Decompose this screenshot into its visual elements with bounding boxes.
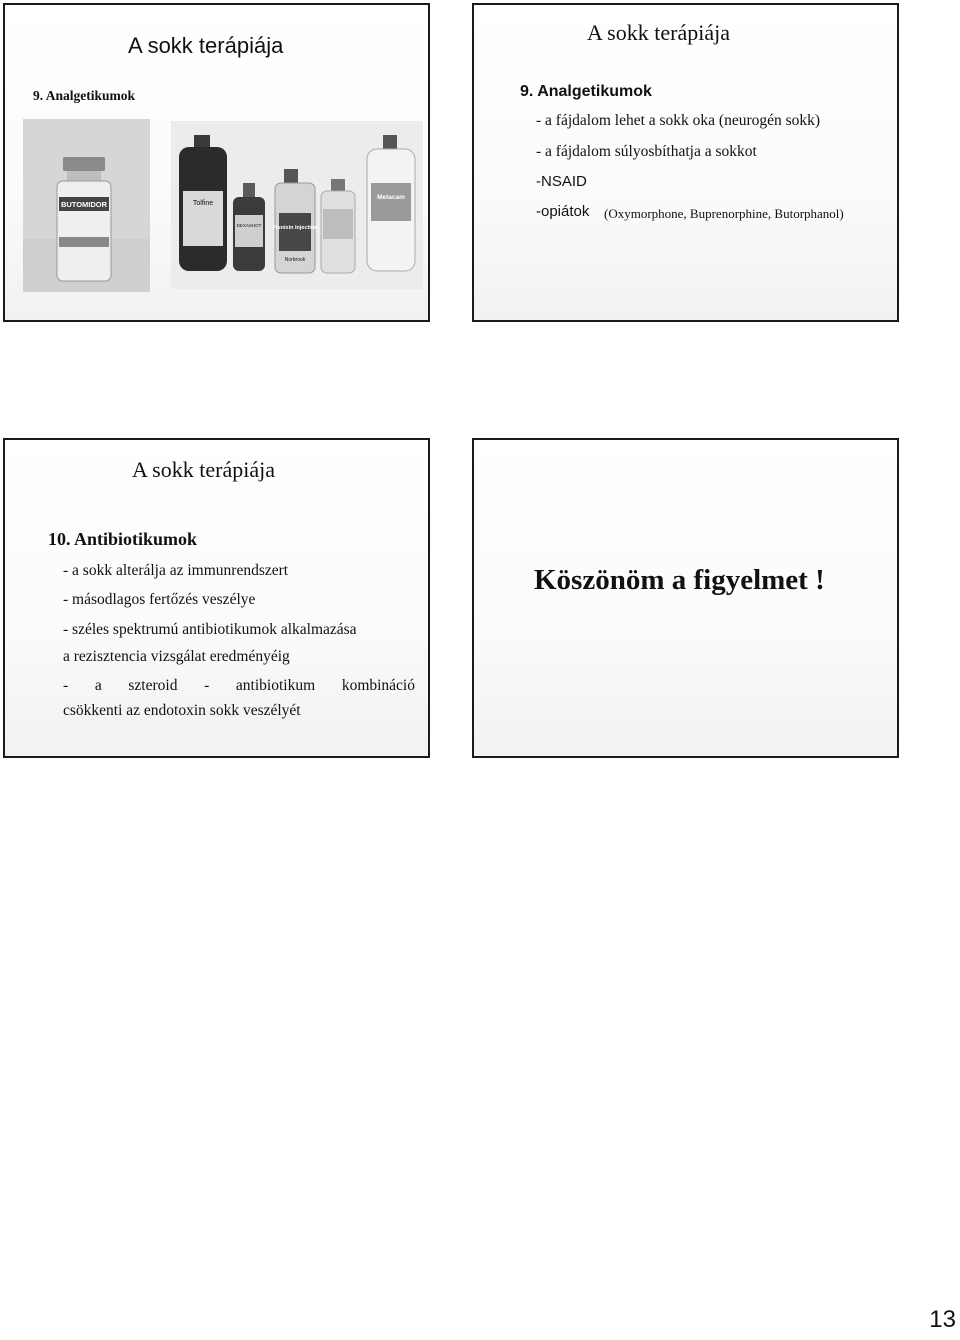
photo-label: Tolfine (192, 200, 214, 207)
text-line: - másodlagos fertőzés veszélye (63, 591, 256, 608)
slide-3 (3, 438, 430, 758)
bottles-photo (171, 121, 423, 289)
slide-heading: 9. Analgetikumok (520, 83, 652, 100)
slide-title: A sokk terápiája (587, 20, 730, 45)
text-line: -opiátok (536, 203, 590, 220)
text-line: a rezisztencia vizsgálat eredményéig (63, 648, 290, 665)
page-number: 13 (929, 1306, 956, 1333)
photo-label: Flunixin Injection (272, 225, 318, 231)
vial-photo (23, 119, 150, 292)
photo-label: BUTOMIDOR (60, 200, 108, 209)
text-line: - széles spektrumú antibiotikumok alkalmazása (63, 621, 357, 638)
slide-2 (472, 3, 899, 322)
text-line: - a sokk alterálja az immunrendszert (63, 562, 289, 579)
slide-heading: 10. Antibiotikumok (48, 529, 198, 549)
slide-title: A sokk terápiája (132, 457, 275, 482)
text-line: (Oxymorphone, Buprenorphine, Butorphanol) (604, 206, 844, 221)
photo-label: DEXASHOT (236, 223, 262, 228)
text-line: - a szteroid - antibiotikum kombináció (63, 677, 415, 694)
text-line: csökkenti az endotoxin sokk veszélyét (63, 702, 301, 719)
text-line: - a fájdalom súlyosbíthatja a sokkot (536, 143, 757, 160)
slide-title: A sokk terápiája (128, 33, 284, 58)
photo-label: Metacam (377, 194, 405, 201)
thanks-text: Köszönöm a figyelmet ! (534, 564, 825, 596)
photo-label: Norbrook (284, 257, 306, 263)
slide-1 (3, 3, 430, 322)
text-line: -NSAID (536, 173, 587, 190)
slide-heading: 9. Analgetikumok (33, 88, 136, 103)
slide-4 (472, 438, 899, 758)
text-line: - a fájdalom lehet a sokk oka (neurogén sokk) (536, 112, 821, 129)
